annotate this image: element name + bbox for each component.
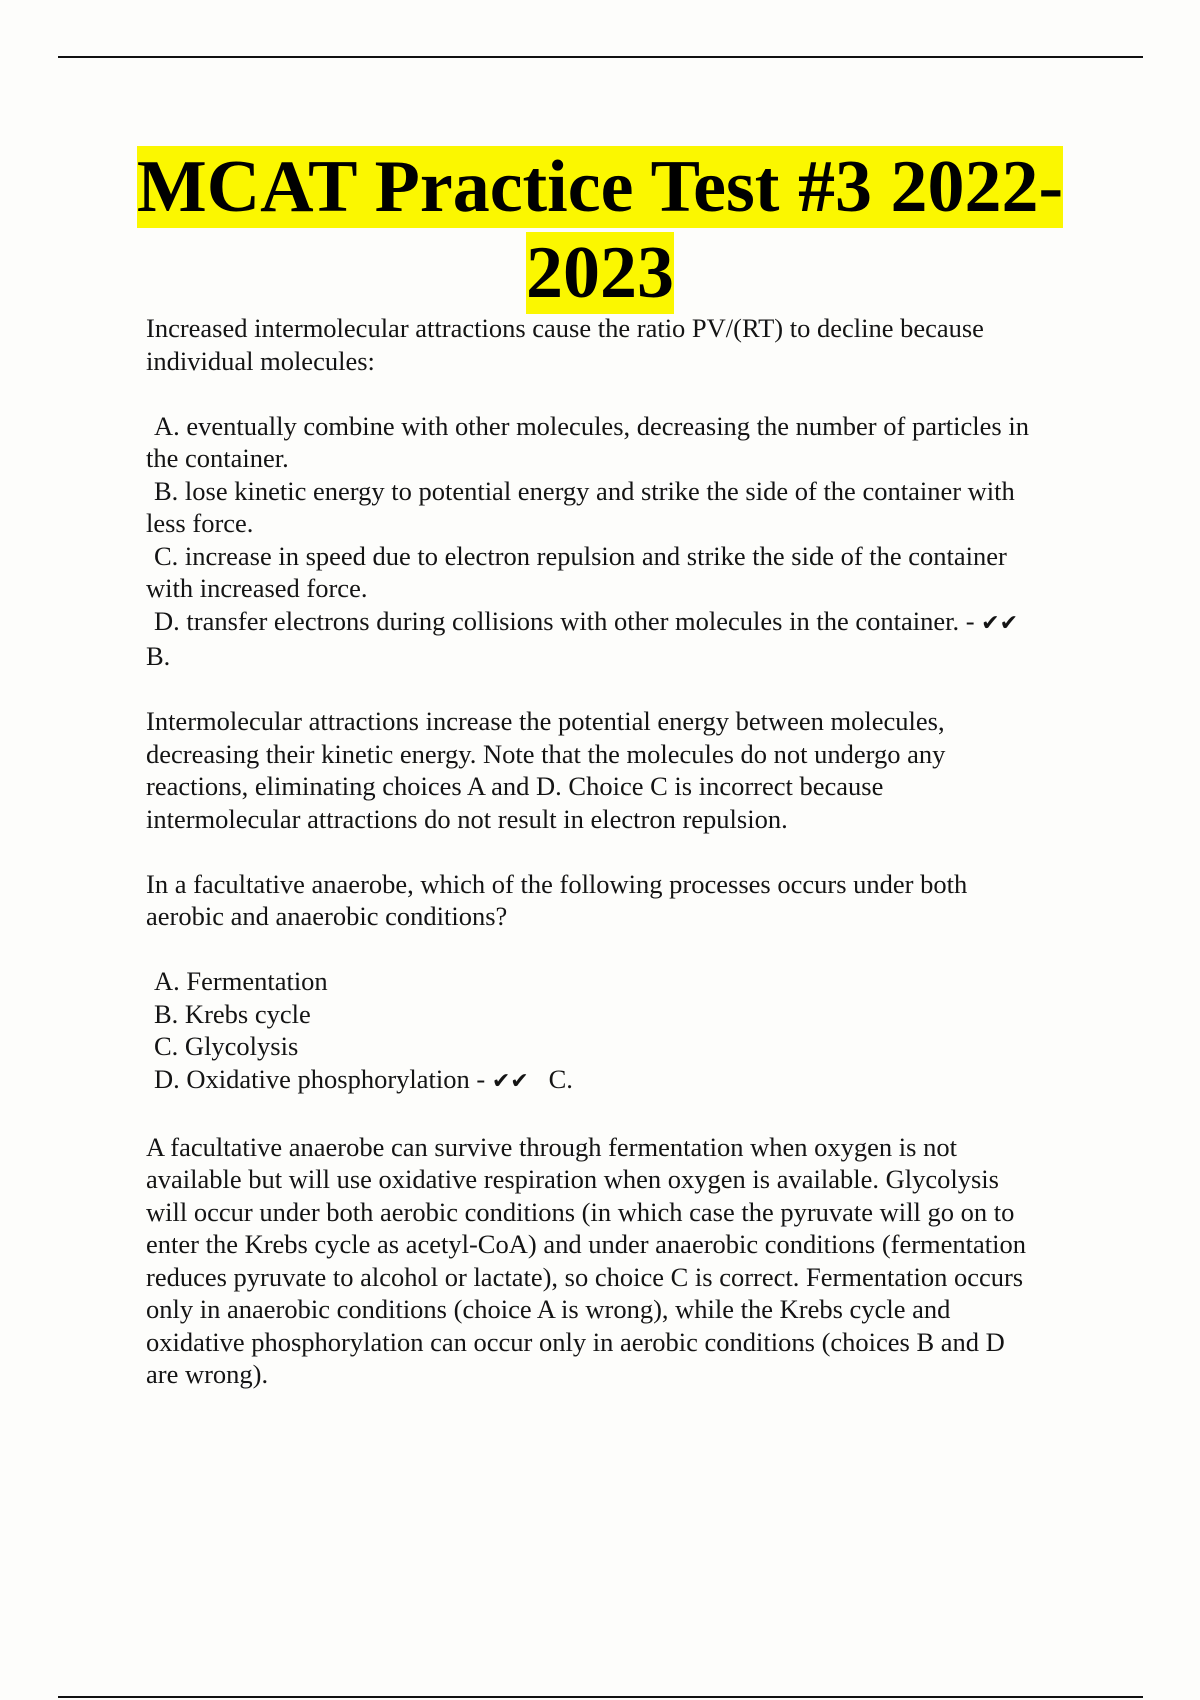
q2-explanation-line: are wrong). [146,1359,269,1389]
q2-option-b: B. Krebs cycle [154,998,311,1029]
q1-explanation-line: intermolecular attractions do not result in electron repulsion. [146,803,788,834]
q1-option-a-cont: the container. [146,443,289,473]
q1-stem-line-1: Increased intermolecular attractions cause the ratio PV/(RT) to decline because [146,313,984,343]
q2-explanation-line: oxidative phosphorylation can occur only in aerobic conditions (choices B and D [146,1326,1005,1357]
q2-option-c: C. Glycolysis [154,1031,299,1061]
q1-stem-line-2: individual molecules: [146,345,375,376]
q2-option-d [146,1063,1096,1099]
q2-explanation-line: reduces pyruvate to alcohol or lactate), so choice C is correct. Fermentation occurs [146,1261,1024,1292]
q2-explanation [146,1131,1096,1391]
title-line-1: MCAT Practice Test #3 2022- [136,146,1064,228]
q1-answer: B. [146,641,171,671]
q1-explanation-line: reactions, eliminating choices A and D. Choice C is incorrect because [146,771,884,801]
q1-option-c: C. increase in speed due to electron repulsion and strike the side of the container [154,540,1007,571]
q2-explanation-line: only in anaerobic conditions (choice A is wrong), while the Krebs cycle and [146,1294,951,1324]
q1-explanation-line: decreasing their kinetic energy. Note that the molecules do not undergo any [146,738,946,769]
bottom-rule [58,1696,1143,1698]
document-title [60,144,1140,316]
q1-option-b: B. lose kinetic energy to potential energy and strike the side of the container with [154,475,1015,506]
q2-option-d-text: D. Oxidative phosphorylation - [154,1063,492,1094]
q2-option-a: A. Fermentation [154,966,328,996]
q1-explanation [146,705,1096,835]
q2-explanation-line: enter the Krebs cycle as acetyl-CoA) and under anaerobic conditions (fermentation [146,1229,1027,1259]
question-2 [146,868,1096,1391]
q1-option-d [146,605,1096,641]
title-line-2: 2023 [526,232,674,314]
q2-explanation-line: A facultative anaerobe can survive through fermentation when oxygen is not [146,1131,957,1162]
check-mark-icon: ✔✔ [491,1068,529,1094]
q2-stem-line-2: aerobic and anaerobic conditions? [146,901,508,931]
check-mark-icon: ✔✔ [981,610,1019,636]
q2-answer: C. [548,1063,573,1094]
q1-option-a: A. eventually combine with other molecules, decreasing the number of particles in [154,410,1029,441]
q1-explanation-line: Intermolecular attractions increase the potential energy between molecules, [146,706,945,736]
q1-option-b-cont: less force. [146,508,254,538]
q2-explanation-line: will occur under both aerobic conditions (in which case the pyruvate will go on to [146,1196,1015,1227]
q1-option-d-text: D. transfer electrons during collisions with other molecules in the container. - [154,605,982,636]
q2-stem-line-1: In a facultative anaerobe, which of the following processes occurs under both [146,868,968,899]
question-1 [146,312,1096,835]
q1-option-c-cont: with increased force. [146,573,368,603]
document-body [146,312,1096,1391]
q2-explanation-line: available but will use oxidative respiration when oxygen is available. Glycolysis [146,1164,999,1194]
top-rule [58,56,1143,58]
